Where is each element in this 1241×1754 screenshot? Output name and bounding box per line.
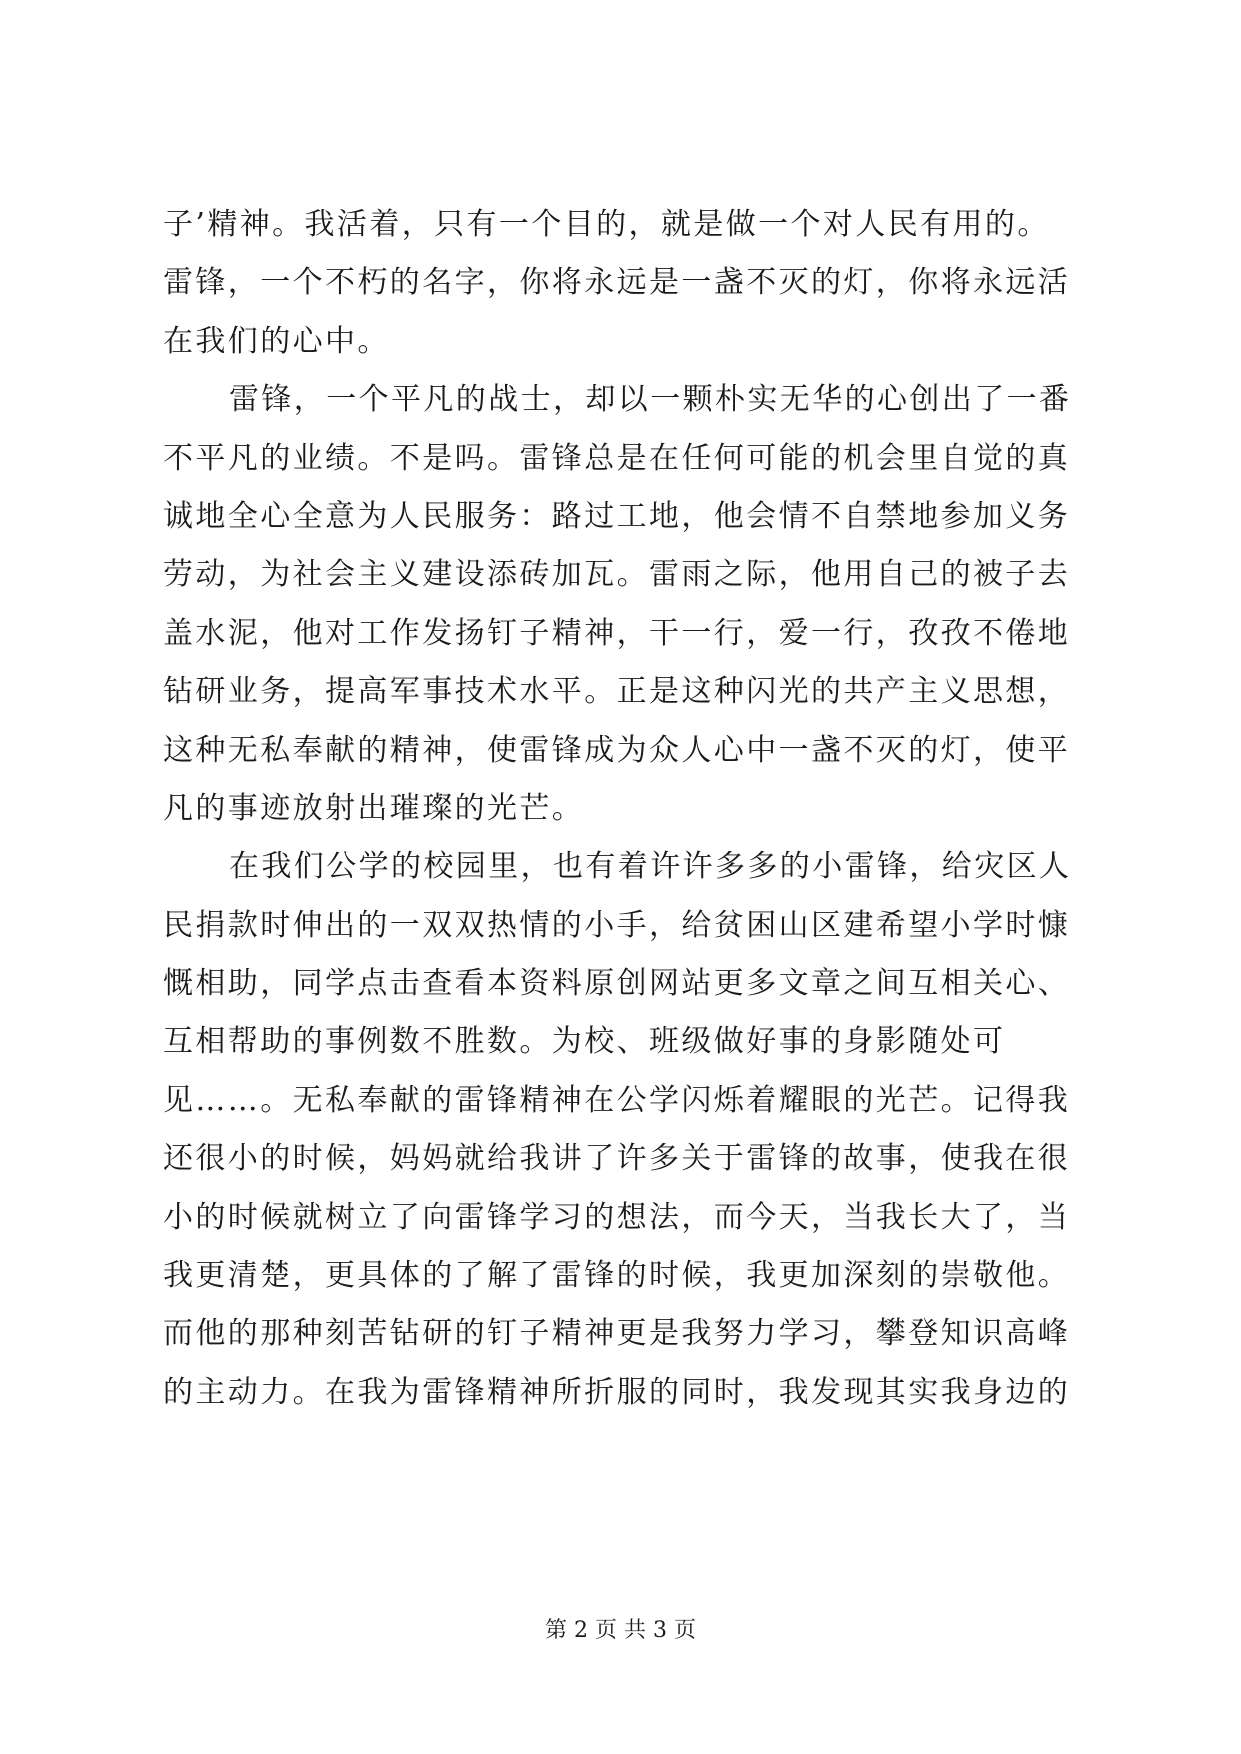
text-line: 凡的事迹放射出璀璨的光芒。 [163,790,585,826]
text-line: 雷锋，一个不朽的名字，你将永远是一盏不灭的灯，你将永远活 [163,265,1071,301]
text-line: 不平凡的业绩。不是吗。雷锋总是在任何可能的机会里自觉的真 [163,440,1071,476]
body-text [163,196,1083,1422]
text-line: 而他的那种刻苦钻研的钉子精神更是我努力学习，攀登知识高峰 [163,1316,1071,1352]
text-line: 这种无私奉献的精神，使雷锋成为众人心中一盏不灭的灯，使平 [163,732,1071,768]
text-line: 互相帮助的事例数不胜数。为校、班级做好事的身影随处可 [163,1024,1006,1060]
text-line: 还很小的时候，妈妈就给我讲了许多关于雷锋的故事，使我在很 [163,1141,1071,1177]
text-line: 劳动，为社会主义建设添砖加瓦。雷雨之际，他用自己的被子去 [163,557,1071,593]
text-line: 慨相助，同学点击查看本资料原创网站更多文章之间互相关心、 [163,966,1071,1002]
text-line: 在我们的心中。 [163,323,390,359]
text-line: 小的时候就树立了向雷锋学习的想法，而今天，当我长大了，当 [163,1199,1071,1235]
page-number-footer: 第 2 页 共 3 页 [545,1618,696,1643]
text-line: 民捐款时伸出的一双双热情的小手，给贫困山区建希望小学时慷 [163,907,1071,943]
text-line: 子’精神。我活着，只有一个目的，就是做一个对人民有用的。 [163,207,1050,242]
text-line: 我更清楚，更具体的了解了雷锋的时候，我更加深刻的崇敬他。 [163,1258,1071,1294]
text-line: 见……。无私奉献的雷锋精神在公学闪烁着耀眼的光芒。记得我 [163,1082,1071,1118]
text-line: 诚地全心全意为人民服务：路过工地，他会情不自禁地参加义务 [163,498,1071,534]
paragraph-first-line: 雷锋，一个平凡的战士，却以一颗朴实无华的心创出了一番 [229,382,1072,418]
text-line: 钻研业务，提高军事技术水平。正是这种闪光的共产主义思想， [163,674,1071,710]
text-line: 盖水泥，他对工作发扬钉子精神，干一行，爱一行，孜孜不倦地 [163,615,1071,651]
paragraph-first-line: 在我们公学的校园里，也有着许许多多的小雷锋，给灾区人 [229,849,1072,885]
text-line: 的主动力。在我为雷锋精神所折服的同时，我发现其实我身边的 [163,1374,1071,1410]
